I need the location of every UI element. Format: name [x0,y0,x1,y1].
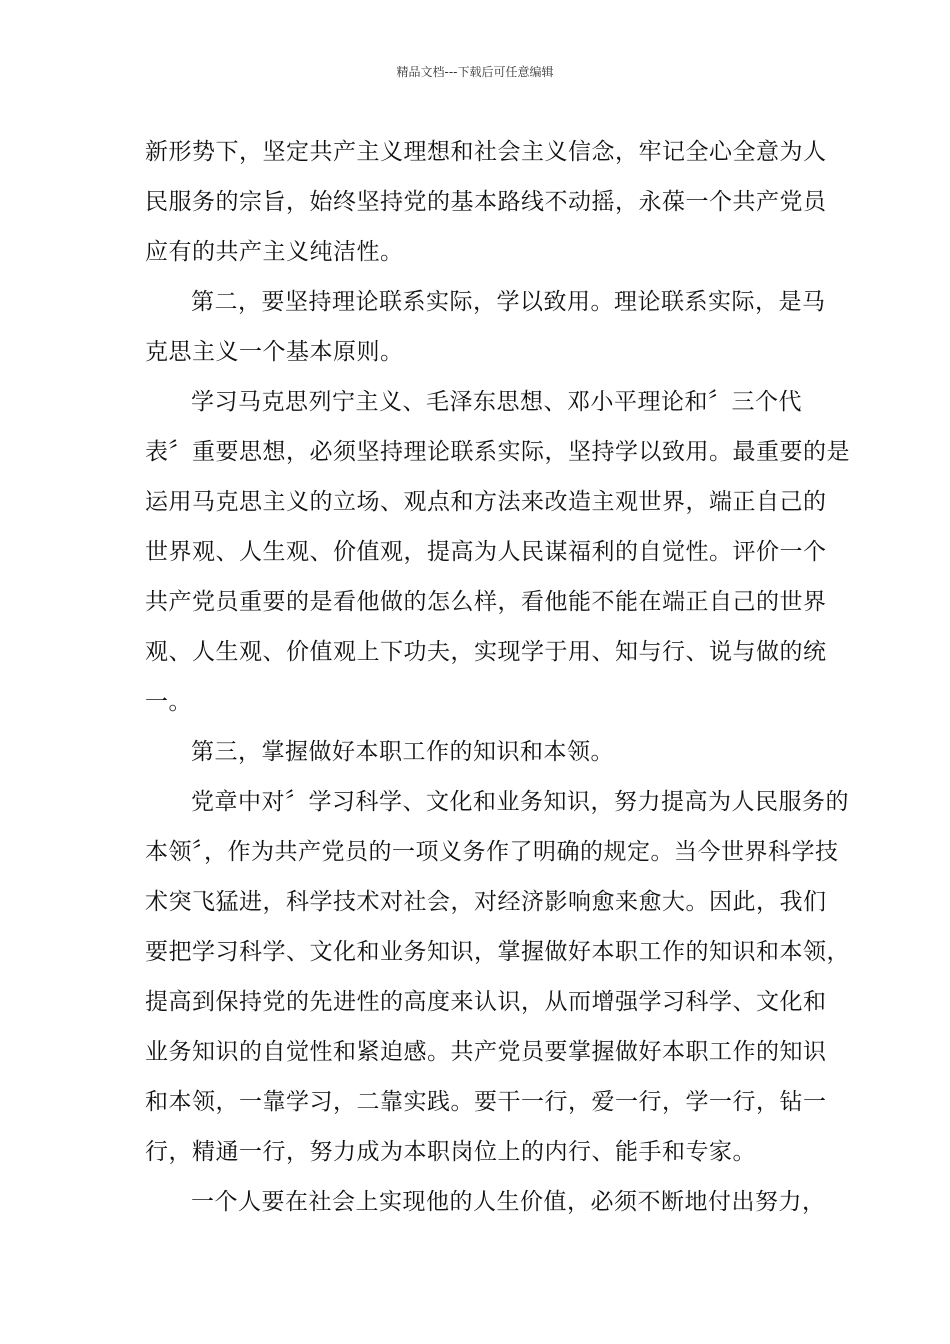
text-line: 表〞重要思想，必须坚持理论联系实际，坚持学以致用。最重要的是 [145,439,850,465]
text-line: 党章中对〞学习科学、文化和业务知识，努力提高为人民服务的 [191,789,849,815]
text-line: 第二，要坚持理论联系实际，学以致用。理论联系实际，是马 [191,289,826,315]
text-line: 要把学习科学、文化和业务知识，掌握做好本职工作的知识和本领， [145,939,850,965]
text-line: 民服务的宗旨，始终坚持党的基本路线不动摇，永葆一个共产党员 [145,189,827,215]
text-line: 世界观、人生观、价值观，提高为人民谋福利的自觉性。评价一个 [145,539,827,565]
text-line: 业务知识的自觉性和紧迫感。共产党员要掌握做好本职工作的知识 [145,1039,827,1065]
page-header: 精品文档---下载后可任意编辑 [396,65,554,79]
text-line: 观、人生观、价值观上下功夫，实现学于用、知与行、说与做的统 [145,639,827,665]
text-line: 和本领，一靠学习，二靠实践。要干一行，爱一行，学一行，钻一 [145,1089,827,1115]
text-line: 学习马克思列宁主义、毛泽东思想、邓小平理论和〞三个代 [191,389,802,415]
text-line: 行，精通一行，努力成为本职岗位上的内行、能手和专家。 [145,1139,756,1165]
text-line: 术突飞猛进，科学技术对社会，对经济影响愈来愈大。因此，我们 [145,889,827,915]
text-line: 第三，掌握做好本职工作的知识和本领。 [191,739,614,765]
text-line: 应有的共产主义纯洁性。 [145,239,404,265]
text-line: 共产党员重要的是看他做的怎么样，看他能不能在端正自己的世界 [145,589,827,615]
text-line: 一个人要在社会上实现他的人生价值，必须不断地付出努力， [191,1189,826,1215]
text-line: 提高到保持党的先进性的高度来认识，从而增强学习科学、文化和 [145,989,827,1015]
text-line: 本领〞，作为共产党员的一项义务作了明确的规定。当今世界科学技 [145,839,839,865]
text-line: 克思主义一个基本原则。 [145,339,404,365]
document-body [145,127,850,1227]
text-line: 新形势下，坚定共产主义理想和社会主义信念，牢记全心全意为人 [145,139,827,165]
text-line: 一。 [145,689,192,715]
text-line: 运用马克思主义的立场、观点和方法来改造主观世界，端正自己的 [145,489,827,515]
